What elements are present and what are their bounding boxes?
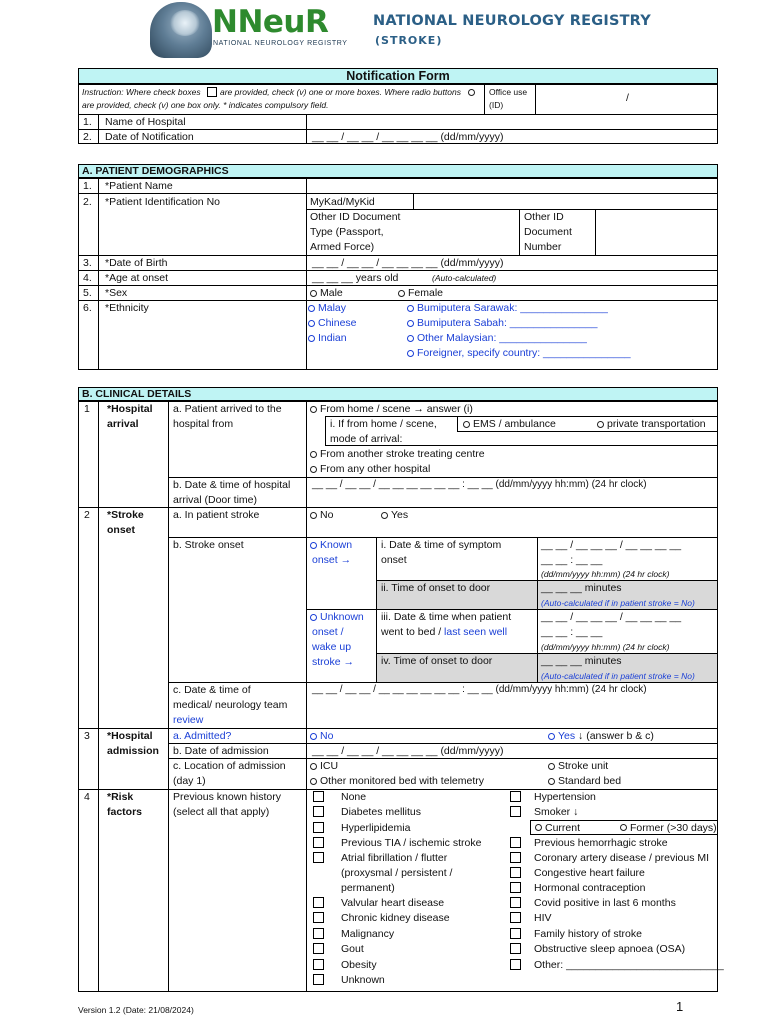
row-number: 3 <box>84 730 90 742</box>
last-seen-well-label: iii. Date & time when patient <box>381 611 512 623</box>
patient-name-label: *Patient Name <box>105 180 173 192</box>
risk-af-label: (proxysmal / persistent / <box>341 867 453 879</box>
risk-factors-desc: Previous known history <box>173 791 281 803</box>
another-centre-radio[interactable] <box>310 451 317 458</box>
in-patient-yes-radio[interactable] <box>381 512 388 519</box>
onset-to-door-note: (Auto-calculated if in patient stroke = No) <box>541 598 695 608</box>
in-patient-stroke-label: a. In patient stroke <box>173 509 260 521</box>
risk-covid-label: Covid positive in last 6 months <box>534 897 676 909</box>
risk-factors-desc: (select all that apply) <box>173 806 270 818</box>
ethnicity-chinese-radio[interactable] <box>308 320 315 327</box>
radio-example-icon <box>468 89 475 96</box>
checkbox-example-icon <box>207 87 217 97</box>
registry-title: NATIONAL NEUROLOGY REGISTRY <box>373 13 651 29</box>
sex-male-label: Male <box>320 287 343 299</box>
mykad-field[interactable] <box>416 195 716 208</box>
mode-of-arrival-label: i. If from home / scene, <box>330 418 437 430</box>
risk-other-checkbox[interactable] <box>510 959 521 970</box>
risk-osa-checkbox[interactable] <box>510 943 521 954</box>
notification-date-field[interactable]: __ __ / __ __ / __ __ __ __ (dd/mm/yyyy) <box>312 131 504 143</box>
smoker-current-label: Current <box>545 822 581 834</box>
unknown-onset-to-door-label: iv. Time of onset to door <box>381 655 493 667</box>
ethnicity-other-malaysian-radio[interactable] <box>407 335 414 342</box>
admitted-no-label: No <box>320 730 334 742</box>
risk-factors-label: *Risk <box>107 791 134 803</box>
risk-hormonal-label: Hormonal contraception <box>534 882 646 894</box>
last-seen-well-format: (dd/mm/yyyy hh:mm) (24 hr clock) <box>541 642 670 652</box>
page-header <box>0 0 770 60</box>
row-number: 1. <box>83 116 92 128</box>
in-patient-no-label: No <box>320 509 334 521</box>
other-id-type-label: Other ID Document <box>310 211 401 223</box>
instruction-text-2: are provided, check (v) one or more boxes. Where radio buttons <box>220 87 461 97</box>
door-time-field[interactable]: __ __ / __ __ / __ __ __ __ __ __ : __ __ (dd/mm/yyyy hh:mm) (24 hr clock) <box>312 479 647 490</box>
last-seen-well-label: went to bed / <box>381 626 445 638</box>
unknown-onset-radio[interactable] <box>310 614 317 621</box>
icu-radio[interactable] <box>310 763 317 770</box>
onset-to-door-label: ii. Time of onset to door <box>381 582 491 594</box>
risk-hiv-label: HIV <box>534 912 552 924</box>
other-id-number-label: Number <box>524 241 562 253</box>
admission-date-label: b. Date of admission <box>173 745 269 757</box>
ethnicity-other-malaysian-label: Other Malaysian: _______________ <box>417 332 587 344</box>
mykad-label: MyKad/MyKid <box>310 196 375 208</box>
risk-none-checkbox[interactable] <box>313 791 324 802</box>
ethnicity-chinese-label: Chinese <box>318 317 357 329</box>
other-id-type-label: Type (Passport, <box>310 226 384 238</box>
row-number: 5. <box>83 287 92 299</box>
risk-prev-tia-label: Previous TIA / ischemic stroke <box>341 837 482 849</box>
in-patient-no-radio[interactable] <box>310 512 317 519</box>
team-review-field[interactable]: __ __ / __ __ / __ __ __ __ __ __ : __ __ (dd/mm/yyyy hh:mm) (24 hr clock) <box>312 684 647 695</box>
ethnicity-malay-label: Malay <box>318 302 347 314</box>
risk-prev-tia-checkbox[interactable] <box>313 837 324 848</box>
risk-hypertension-label: Hypertension <box>534 791 596 803</box>
risk-hyperlipidemia-label: Hyperlipidemia <box>341 822 411 834</box>
row-number: 3. <box>83 257 92 269</box>
office-use-label: Office use <box>489 87 528 97</box>
from-home-label: From home / scene → answer (i) <box>320 403 473 415</box>
admitted-label: a. Admitted? <box>173 730 232 742</box>
row-number: 1 <box>84 403 90 415</box>
team-review-label: medical/ neurology team <box>173 699 288 711</box>
mode-of-arrival-label: mode of arrival: <box>330 433 403 445</box>
in-patient-yes-label: Yes <box>391 509 409 521</box>
symptom-onset-time-field[interactable]: __ __ : __ __ <box>541 554 603 566</box>
risk-unknown-checkbox[interactable] <box>313 974 324 985</box>
risk-diabetes-checkbox[interactable] <box>313 806 324 817</box>
known-onset-radio[interactable] <box>310 542 317 549</box>
symptom-onset-date-field[interactable]: __ __ / __ __ __ / __ __ __ __ <box>541 539 682 551</box>
admission-location-label: c. Location of admission <box>173 760 286 772</box>
risk-unknown-label: Unknown <box>341 974 385 986</box>
door-time-label: b. Date & time of hospital <box>173 479 291 491</box>
risk-af-checkbox[interactable] <box>313 852 324 863</box>
risk-factors-label: factors <box>107 806 143 818</box>
ethnicity-foreigner-radio[interactable] <box>407 350 414 357</box>
risk-other-label: Other: ___________________________ <box>534 959 724 971</box>
other-id-number-field[interactable] <box>598 210 716 254</box>
risk-hormonal-checkbox[interactable] <box>510 882 521 893</box>
other-hospital-radio[interactable] <box>310 466 317 473</box>
private-transport-label: private transportation <box>607 418 706 430</box>
age-label: *Age at onset <box>105 272 169 284</box>
risk-family-history-label: Family history of stroke <box>534 928 642 940</box>
ethnicity-foreigner-label: Foreigner, specify country: _______________ <box>417 347 631 359</box>
risk-cad-checkbox[interactable] <box>510 852 521 863</box>
standard-bed-radio[interactable] <box>548 778 555 785</box>
hospital-admission-label: *Hospital <box>107 730 153 742</box>
risk-chf-label: Congestive heart failure <box>534 867 645 879</box>
risk-prev-hemorrhagic-checkbox[interactable] <box>510 837 521 848</box>
section-b-title: B. CLINICAL DETAILS <box>82 388 192 400</box>
risk-hypertension-checkbox[interactable] <box>510 791 521 802</box>
risk-osa-label: Obstructive sleep apnoea (OSA) <box>534 943 686 955</box>
ethnicity-sabah-label: Bumiputera Sabah: _______________ <box>417 317 598 329</box>
telemetry-label: Other monitored bed with telemetry <box>320 775 484 787</box>
row-number: 2. <box>83 131 92 143</box>
risk-gout-label: Gout <box>341 943 364 955</box>
risk-ckd-checkbox[interactable] <box>313 912 324 923</box>
ethnicity-sarawak-label: Bumiputera Sarawak: _______________ <box>417 302 608 314</box>
risk-af-label: Atrial fibrillation / flutter <box>341 852 448 864</box>
symptom-onset-label: onset <box>381 554 407 566</box>
ems-label: EMS / ambulance <box>473 418 556 430</box>
row-number: 2 <box>84 509 90 521</box>
risk-gout-checkbox[interactable] <box>313 943 324 954</box>
ethnicity-indian-label: Indian <box>318 332 347 344</box>
unknown-onset-label: Unknown <box>320 611 364 623</box>
logo-subtitle: NATIONAL NEUROLOGY REGISTRY <box>213 40 348 47</box>
risk-prev-hemorrhagic-label: Previous hemorrhagic stroke <box>534 837 668 849</box>
other-id-type-field[interactable] <box>416 210 516 254</box>
patient-id-label: *Patient Identification No <box>105 196 220 208</box>
row-number: 6. <box>83 302 92 314</box>
other-hospital-label: From any other hospital <box>320 463 431 475</box>
unknown-onset-label: onset / <box>312 626 344 638</box>
arrived-from-label: hospital from <box>173 418 234 430</box>
row-number: 4 <box>84 791 90 803</box>
risk-hiv-checkbox[interactable] <box>510 912 521 923</box>
onset-to-door-field[interactable]: __ __ __ minutes <box>541 582 622 594</box>
last-seen-well-label: last seen well <box>444 626 508 638</box>
stroke-onset-label: onset <box>107 524 136 536</box>
standard-bed-label: Standard bed <box>558 775 622 787</box>
another-centre-label: From another stroke treating centre <box>320 448 485 460</box>
risk-none-label: None <box>341 791 367 803</box>
smoker-former-label: Former (>30 days) <box>630 822 717 834</box>
team-review-label: review <box>173 714 204 726</box>
ethnicity-label: *Ethnicity <box>105 302 149 314</box>
other-id-type-label: Armed Force) <box>310 241 375 253</box>
admission-location-label: (day 1) <box>173 775 206 787</box>
private-transport-radio[interactable] <box>597 421 604 428</box>
ems-radio[interactable] <box>463 421 470 428</box>
patient-name-field[interactable] <box>310 179 715 192</box>
notification-date-label: Date of Notification <box>105 131 194 143</box>
risk-cad-label: Coronary artery disease / previous MI <box>534 852 710 864</box>
risk-smoker-checkbox[interactable] <box>510 806 521 817</box>
instruction-text-1: Instruction: Where check boxes <box>82 87 201 97</box>
row-number: 1. <box>83 180 92 192</box>
other-id-number-label: Other ID <box>524 211 564 223</box>
icu-label: ICU <box>320 760 339 772</box>
unknown-onset-to-door-note: (Auto-calculated if in patient stroke = No) <box>541 671 695 681</box>
risk-ckd-label: Chronic kidney disease <box>341 912 450 924</box>
telemetry-radio[interactable] <box>310 778 317 785</box>
admitted-yes-radio[interactable] <box>548 733 555 740</box>
last-seen-well-time-field[interactable]: __ __ : __ __ <box>541 626 603 638</box>
risk-malignancy-label: Malignancy <box>341 928 395 940</box>
unknown-onset-to-door-field[interactable]: __ __ __ minutes <box>541 655 622 667</box>
stroke-onset-label: *Stroke <box>107 509 144 521</box>
unknown-onset-label: wake up <box>312 641 352 653</box>
smoker-former-radio[interactable] <box>620 824 627 831</box>
sex-female-label: Female <box>408 287 444 299</box>
row-number: 2. <box>83 196 92 208</box>
ethnicity-malay-radio[interactable] <box>308 305 315 312</box>
office-id-label: (ID) <box>489 100 504 110</box>
sex-female-radio[interactable] <box>398 290 405 297</box>
stroke-unit-radio[interactable] <box>548 763 555 770</box>
office-id-field[interactable]: / <box>626 92 629 104</box>
age-note: (Auto-calculated) <box>432 273 497 283</box>
admitted-no-radio[interactable] <box>310 733 317 740</box>
dob-field[interactable]: __ __ / __ __ / __ __ __ __ (dd/mm/yyyy) <box>312 257 504 269</box>
version-footer: Version 1.2 (Date: 21/08/2024) <box>78 1005 194 1015</box>
row-number: 4. <box>83 272 92 284</box>
last-seen-well-date-field[interactable]: __ __ / __ __ __ / __ __ __ __ <box>541 611 682 623</box>
risk-obesity-checkbox[interactable] <box>313 959 324 970</box>
hospital-name-field[interactable] <box>310 115 715 129</box>
hospital-admission-label: admission <box>107 745 159 757</box>
hospital-arrival-label: arrival <box>107 418 139 430</box>
risk-valvular-label: Valvular heart disease <box>341 897 445 909</box>
risk-smoker-label: Smoker ↓ <box>534 806 579 818</box>
symptom-onset-format: (dd/mm/yyyy hh:mm) (24 hr clock) <box>541 569 670 579</box>
door-time-label: arrival (Door time) <box>173 494 258 506</box>
risk-hyperlipidemia-checkbox[interactable] <box>313 822 324 833</box>
risk-af-label: permanent) <box>341 882 395 894</box>
dob-label: *Date of Birth <box>105 257 168 269</box>
symptom-onset-label: i. Date & time of symptom <box>381 539 502 551</box>
risk-obesity-label: Obesity <box>341 959 377 971</box>
risk-valvular-checkbox[interactable] <box>313 897 324 908</box>
stroke-onset-type-label: b. Stroke onset <box>173 539 244 551</box>
form-title: Notification Form <box>346 69 450 83</box>
risk-diabetes-label: Diabetes mellitus <box>341 806 421 818</box>
risk-family-history-checkbox[interactable] <box>510 928 521 939</box>
age-field[interactable]: __ __ __ years old <box>312 272 399 284</box>
section-a-title: A. PATIENT DEMOGRAPHICS <box>82 165 229 177</box>
sex-label: *Sex <box>105 287 128 299</box>
ethnicity-indian-radio[interactable] <box>308 335 315 342</box>
admission-date-field[interactable]: __ __ / __ __ / __ __ __ __ (dd/mm/yyyy) <box>312 745 504 757</box>
hospital-name-label: Name of Hospital <box>105 116 186 128</box>
ethnicity-sarawak-radio[interactable] <box>407 305 414 312</box>
smoker-current-radio[interactable] <box>535 824 542 831</box>
brain-logo-icon <box>150 2 212 58</box>
risk-malignancy-checkbox[interactable] <box>313 928 324 939</box>
known-onset-label: onset → <box>312 554 352 566</box>
hospital-arrival-label: *Hospital <box>107 403 153 415</box>
unknown-onset-label: stroke → <box>312 656 355 668</box>
sex-male-radio[interactable] <box>310 290 317 297</box>
ethnicity-sabah-radio[interactable] <box>407 320 414 327</box>
risk-covid-checkbox[interactable] <box>510 897 521 908</box>
team-review-label: c. Date & time of <box>173 684 251 696</box>
risk-chf-checkbox[interactable] <box>510 867 521 878</box>
instruction-text-3: are provided, check (v) one box only. * indicates compulsory field. <box>82 100 329 110</box>
known-onset-label: Known <box>320 539 353 551</box>
from-home-radio[interactable] <box>310 406 317 413</box>
arrived-from-label: a. Patient arrived to the <box>173 403 282 415</box>
logo-wordmark: NNeuR <box>212 4 329 40</box>
stroke-unit-label: Stroke unit <box>558 760 609 772</box>
page-number: 1 <box>676 999 684 1014</box>
registry-subtitle: (STROKE) <box>375 34 443 47</box>
other-id-number-label: Document <box>524 226 572 238</box>
